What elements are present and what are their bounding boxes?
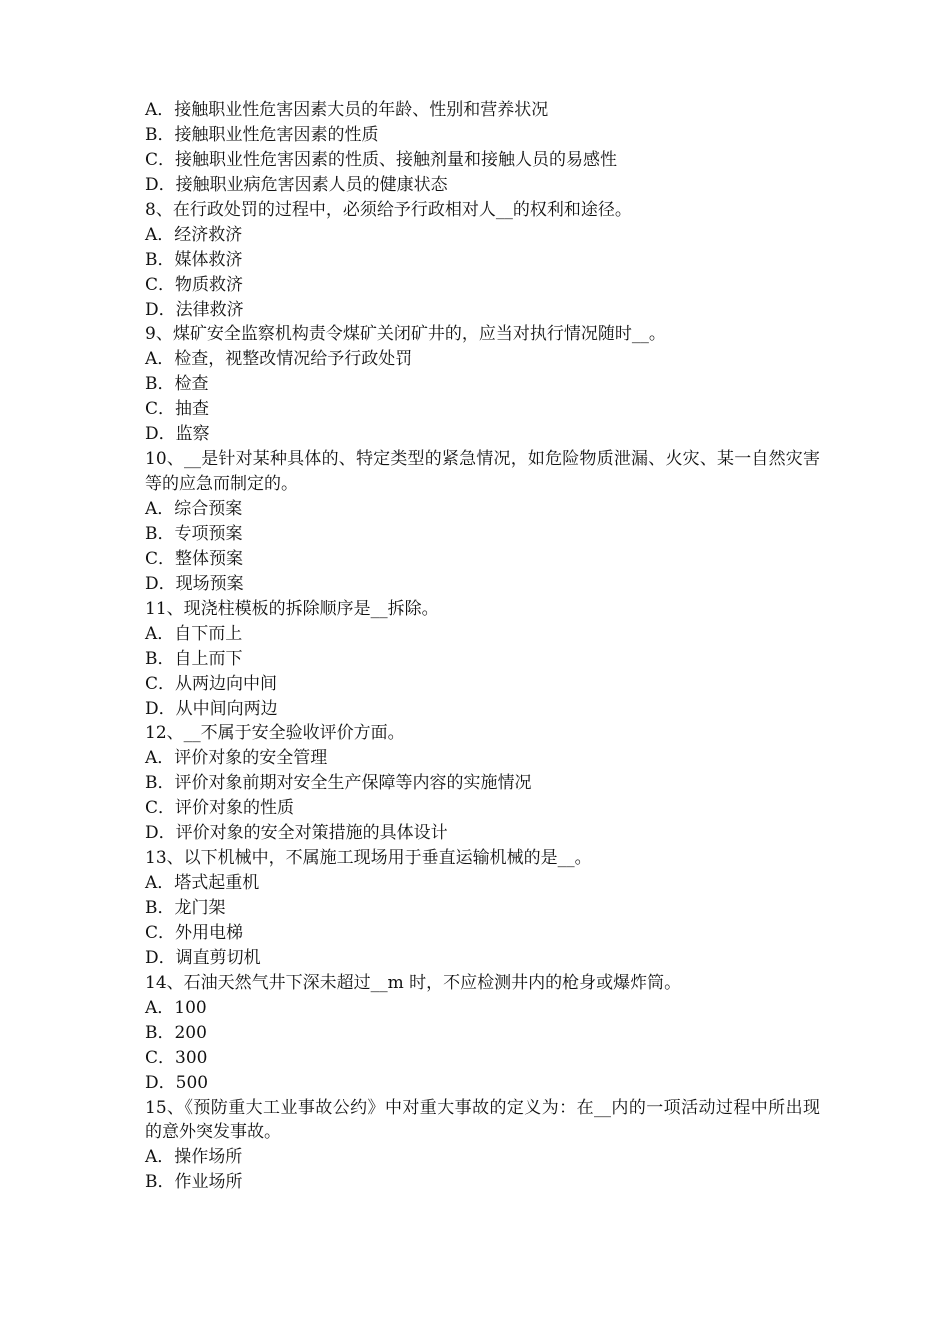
answer-option: A．经济救济 bbox=[145, 224, 243, 245]
answer-option: D．500 bbox=[145, 1072, 209, 1093]
answer-option: C．300 bbox=[145, 1047, 208, 1068]
answer-option: C．外用电梯 bbox=[145, 922, 244, 943]
answer-option: D．监察 bbox=[145, 424, 210, 445]
answer-option: A．评价对象的安全管理 bbox=[145, 748, 328, 769]
answer-option: A．综合预案 bbox=[145, 499, 243, 520]
question-stem: 12、__不属于安全验收评价方面。 bbox=[145, 723, 405, 744]
question-stem: 10、__是针对某种具体的、特定类型的紧急情况，如危险物质泄漏、火灾、某一自然灾害等的应急而制定的。 bbox=[145, 449, 820, 495]
answer-option: A．100 bbox=[145, 997, 207, 1018]
answer-option: D．从中间向两边 bbox=[145, 698, 278, 719]
answer-option: D．调直剪切机 bbox=[145, 947, 261, 968]
answer-option: A．塔式起重机 bbox=[145, 873, 260, 894]
question-stem: 13、以下机械中，不属施工现场用于垂直运输机械的是__。 bbox=[145, 848, 592, 869]
answer-option: B．媒体救济 bbox=[145, 249, 243, 270]
answer-option: B．专项预案 bbox=[145, 523, 243, 544]
answer-option: D．接触职业病危害因素人员的健康状态 bbox=[145, 174, 448, 195]
answer-option: A．接触职业性危害因素大员的年龄、性别和营养状况 bbox=[145, 100, 549, 120]
answer-option: C．物质救济 bbox=[145, 274, 244, 295]
answer-option: B．作业场所 bbox=[145, 1172, 243, 1193]
answer-option: D．评价对象的安全对策措施的具体设计 bbox=[145, 823, 448, 844]
answer-option: B．接触职业性危害因素的性质 bbox=[145, 124, 379, 145]
document-body bbox=[145, 98, 820, 1195]
answer-option: B．龙门架 bbox=[145, 898, 226, 919]
answer-option: C．接触职业性危害因素的性质、接触剂量和接触人员的易感性 bbox=[145, 149, 618, 170]
answer-option: B．自上而下 bbox=[145, 648, 243, 669]
answer-option: C．评价对象的性质 bbox=[145, 798, 295, 819]
answer-option: A．操作场所 bbox=[145, 1147, 243, 1168]
question-stem: 11、现浇柱模板的拆除顺序是__拆除。 bbox=[145, 598, 439, 619]
question-stem: 9、煤矿安全监察机构责令煤矿关闭矿井的，应当对执行情况随时__。 bbox=[145, 324, 666, 345]
question-stem: 15、《预防重大工业事故公约》中对重大事故的定义为：在__内的一项活动过程中所出现的意外突发事故。 bbox=[145, 1097, 820, 1143]
answer-option: B．200 bbox=[145, 1022, 207, 1043]
answer-option: D．现场预案 bbox=[145, 573, 244, 594]
question-stem: 8、在行政处罚的过程中，必须给予行政相对人__的权利和途径。 bbox=[145, 199, 632, 220]
question-stem: 14、石油天然气井下深未超过__m 时，不应检测井内的枪身或爆炸筒。 bbox=[145, 972, 682, 993]
answer-option: C．抽查 bbox=[145, 399, 210, 420]
answer-option: B．评价对象前期对安全生产保障等内容的实施情况 bbox=[145, 773, 532, 794]
answer-option: A．自下而上 bbox=[145, 623, 243, 644]
answer-option: A．检查，视整改情况给予行政处罚 bbox=[145, 349, 413, 370]
answer-option: B．检查 bbox=[145, 374, 209, 395]
answer-option: C．从两边向中间 bbox=[145, 673, 278, 694]
answer-option: D．法律救济 bbox=[145, 299, 244, 320]
answer-option: C．整体预案 bbox=[145, 548, 244, 569]
